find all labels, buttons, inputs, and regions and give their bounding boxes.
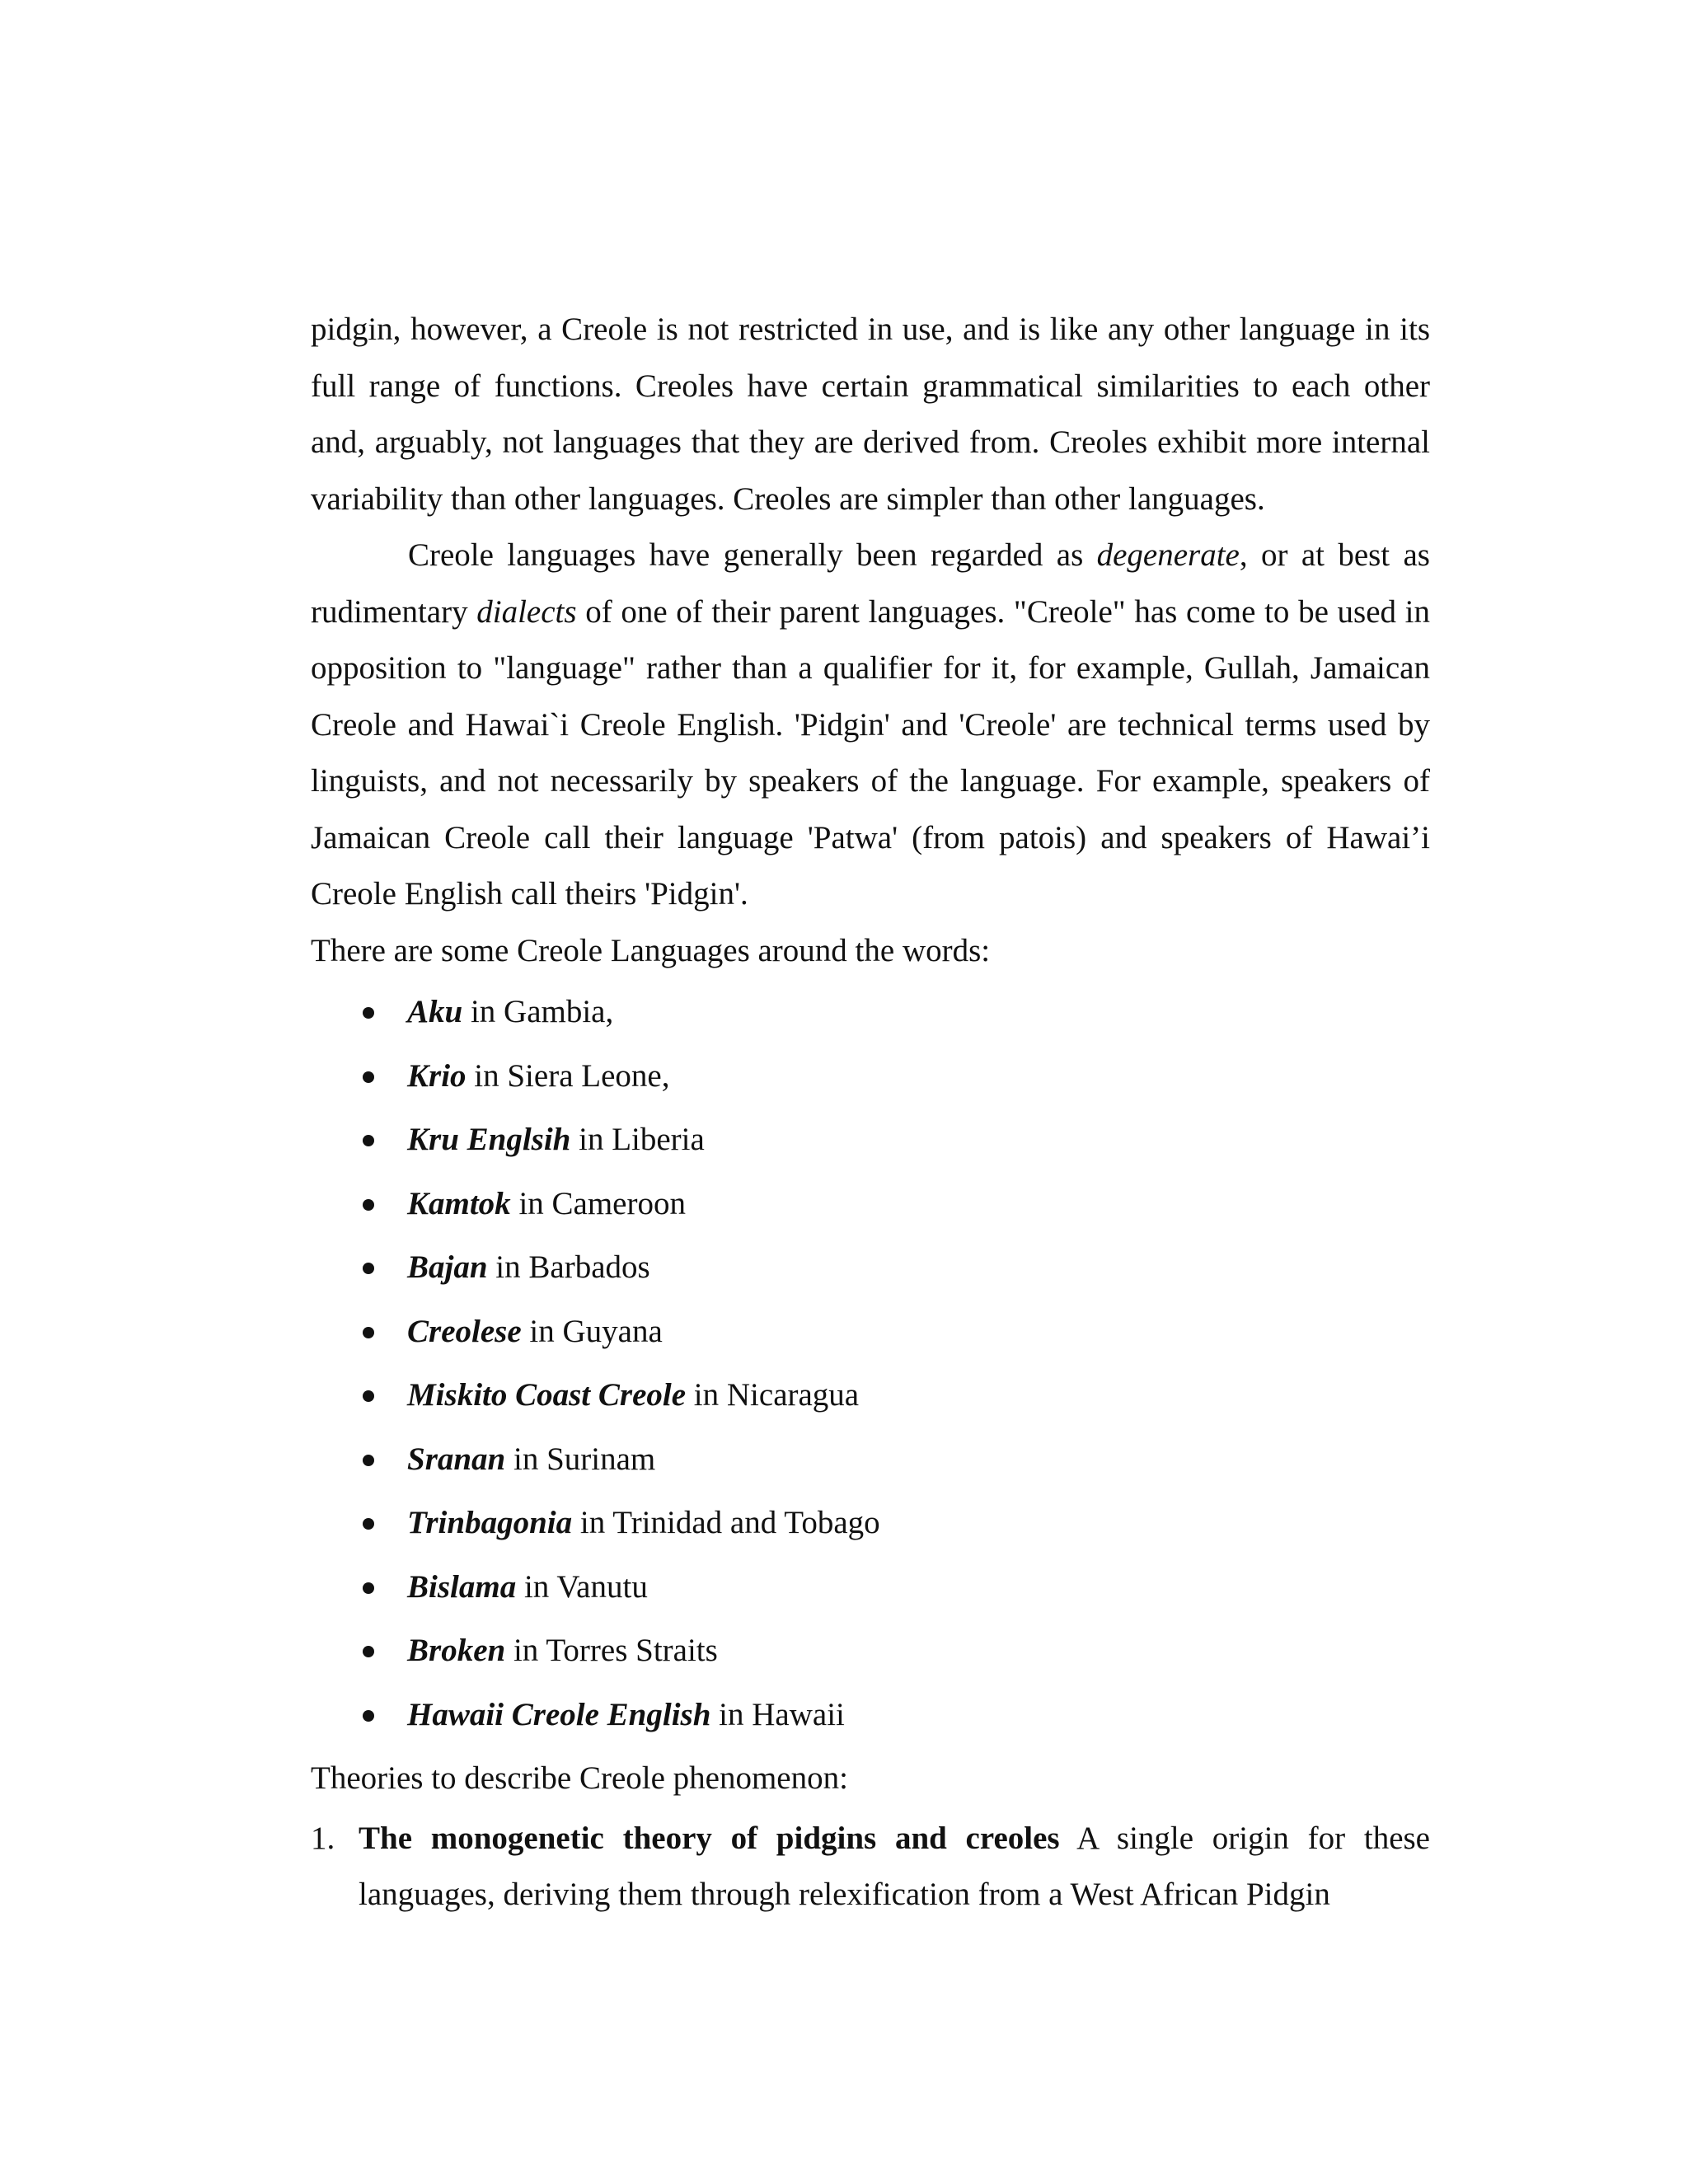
- creole-name: Krio: [407, 1057, 467, 1094]
- creole-name: Hawaii Creole English: [407, 1696, 711, 1732]
- theories-intro: Theories to describe Creole phenomenon:: [311, 1760, 848, 1796]
- creole-name: Miskito Coast Creole: [407, 1377, 687, 1413]
- list-item: [311, 1112, 1430, 1176]
- bullet-icon: [363, 1455, 374, 1466]
- list-number: 1.: [311, 1820, 335, 1856]
- bullet-icon: [363, 1646, 374, 1657]
- bullet-icon: [363, 1582, 374, 1594]
- theory-text: A single origin for these languages, deriving them through relexification from a West African Pidgin: [359, 1820, 1430, 1912]
- creole-name: Creolese: [407, 1313, 522, 1349]
- creole-location: in Gambia,: [462, 994, 614, 1029]
- list-item: [311, 1495, 1430, 1559]
- creole-name: Kamtok: [407, 1185, 511, 1221]
- list-item: [311, 984, 1430, 1048]
- text-run: , or at best as rudimentary: [311, 537, 1430, 630]
- creole-name: Broken: [407, 1633, 506, 1668]
- list-item: [311, 1559, 1430, 1624]
- list-item: [311, 1048, 1430, 1113]
- emphasis-dialects: dialects: [476, 593, 577, 630]
- creole-location: in Trinidad and Tobago: [572, 1505, 880, 1540]
- creole-location: in Guyana: [521, 1313, 663, 1349]
- creole-location: in Liberia: [570, 1122, 705, 1157]
- document-body: [311, 302, 1430, 1924]
- bullet-icon: [363, 1327, 374, 1338]
- paragraph-creole-regard: [311, 527, 1430, 923]
- creole-name: Aku: [407, 994, 463, 1029]
- creole-location: in Vanutu: [516, 1568, 648, 1605]
- bullet-icon: [363, 1199, 374, 1211]
- list-item: [311, 1304, 1430, 1368]
- text-run: of one of their parent languages. "Creole" has come to be used in opposition to "language" rather than a qualifier for it, for example, Gullah, Jamaican Creole and Hawai`i Creole English. 'Pidgin' and 'Creole' are technical terms used by linguists, and not necessarily by speakers of the language. For example, speakers of Jamaican Creole call their language 'Patwa' (from patois) and speakers of Hawai’i Creole English call theirs 'Pidgin'.: [311, 593, 1430, 912]
- bullet-icon: [363, 1007, 374, 1019]
- creole-name: Bislama: [407, 1568, 517, 1605]
- creole-location: in Surinam: [505, 1441, 656, 1477]
- bullet-icon: [363, 1518, 374, 1530]
- theory-title: The monogenetic theory of pidgins and creoles: [359, 1820, 1060, 1856]
- creole-location: in Torres Straits: [505, 1633, 718, 1668]
- list-intro: There are some Creole Languages around the words:: [311, 932, 991, 968]
- creole-location: in Hawaii: [710, 1696, 845, 1732]
- creole-location: in Nicaragua: [686, 1377, 860, 1413]
- list-item: [311, 1432, 1430, 1496]
- bullet-icon: [363, 1710, 374, 1722]
- creole-name: Kru Englsih: [407, 1122, 571, 1157]
- bullet-icon: [363, 1390, 374, 1402]
- creole-name: Trinbagonia: [407, 1505, 573, 1540]
- list-item: [311, 1623, 1430, 1687]
- paragraph-pidgin-vs-creole: pidgin, however, a Creole is not restricted in use, and is like any other language in its full range of functions. Creoles have certain grammatical similarities to each other and, arguably, not languages that they are derived from. Creoles exhibit more internal variability than other languages. Creoles are simpler than other languages.: [311, 312, 1430, 517]
- bullet-icon: [363, 1071, 374, 1083]
- bullet-icon: [363, 1135, 374, 1146]
- creole-location: in Siera Leone,: [466, 1057, 670, 1094]
- list-item: [311, 1687, 1430, 1751]
- creole-location: in Cameroon: [510, 1185, 686, 1221]
- creole-location: in Barbados: [487, 1249, 650, 1285]
- text-run: Creole languages have generally been regarded as: [408, 537, 1097, 573]
- creole-name: Sranan: [407, 1441, 506, 1477]
- theory-item-1: [311, 1811, 1430, 1924]
- list-item: [311, 1367, 1430, 1432]
- list-item: [311, 1176, 1430, 1240]
- emphasis-degenerate: degenerate: [1096, 537, 1240, 573]
- list-item: [311, 1240, 1430, 1304]
- bullet-icon: [363, 1263, 374, 1274]
- creole-language-list: [311, 984, 1430, 1750]
- creole-name: Bajan: [407, 1249, 488, 1285]
